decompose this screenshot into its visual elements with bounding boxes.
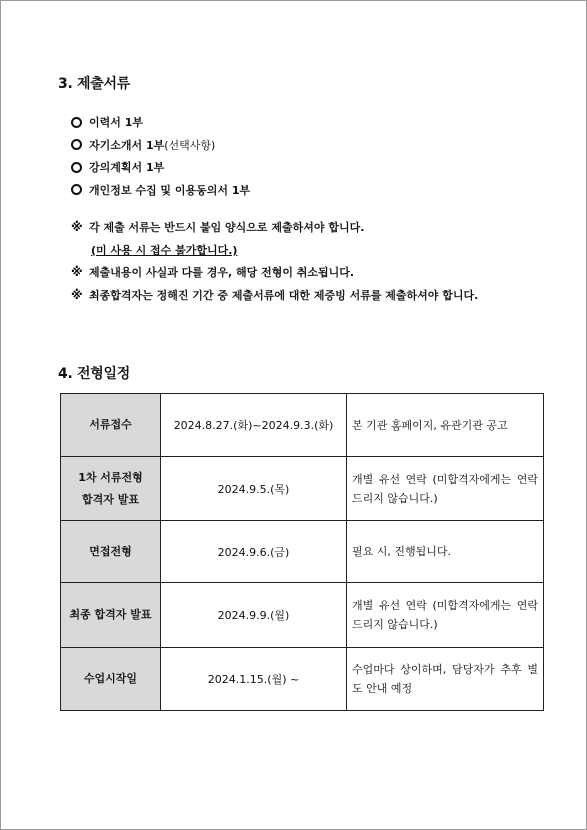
reference-mark-icon: ※: [71, 287, 83, 302]
row-label-line: 수업시작일: [83, 672, 138, 685]
circle-bullet-icon: [71, 117, 82, 128]
note-text: 각 제출 서류는 반드시 붙임 양식으로 제출하셔야 합니다.: [89, 221, 365, 235]
table-row: [61, 583, 544, 648]
note-item: [71, 239, 478, 262]
circle-bullet-icon: [71, 162, 82, 173]
table-row: [61, 457, 544, 521]
table-row-note: 개별 유선 연락 (미합격자에게는 연락드리지 않습니다.): [347, 457, 544, 521]
section-4-title: 4. 전형일정: [58, 366, 130, 382]
row-label-line: 합격자 발표: [82, 492, 139, 506]
row-label-line: 면접전형: [89, 544, 132, 558]
note-item: [71, 284, 478, 307]
row-label-line: 1차 서류전형: [78, 470, 143, 484]
table-row-date: 2024.9.6.(금): [161, 521, 347, 583]
note-item: [71, 261, 478, 284]
section-3-title: 3. 제출서류: [58, 76, 130, 92]
submission-document-list: [71, 111, 250, 201]
table-row-note: 수업마다 상이하며, 담당자가 추후 별도 안내 예정: [347, 648, 544, 711]
table-row-date: 2024.9.9.(월): [161, 583, 347, 648]
table-row: [61, 521, 544, 583]
document-label: 자기소개서 1부: [89, 138, 165, 152]
note-text: 제출내용이 사실과 다를 경우, 해당 전형이 취소됩니다.: [89, 266, 355, 280]
table-row-date: 2024.9.5.(목): [161, 457, 347, 521]
reference-mark-icon: ※: [71, 220, 83, 235]
table-row-label: [61, 583, 161, 648]
table-row: [61, 394, 544, 457]
table-row-note: 본 기관 홈페이지, 유관기관 공고: [347, 394, 544, 457]
note-text: 최종합격자는 정해진 기간 중 제출서류에 대한 제증빙 서류를 제출하셔야 합니다.: [89, 288, 479, 302]
row-label-line: 최종 합격자 발표: [69, 608, 152, 621]
table-row-note: 개별 유선 연락 (미합격자에게는 연락드리지 않습니다.): [347, 583, 544, 648]
table-row-date: 2024.8.27.(화)~2024.9.3.(화): [161, 394, 347, 457]
list-item: [71, 156, 250, 179]
row-label-line: 서류접수: [89, 418, 132, 431]
document-label: 개인정보 수집 및 이용동의서 1부: [89, 183, 251, 197]
table-row-label: [61, 648, 161, 711]
table-row: [61, 648, 544, 711]
table-row-date: 2024.1.15.(월) ~: [161, 648, 347, 711]
table-row-label: [61, 457, 161, 521]
circle-bullet-icon: [71, 184, 82, 195]
list-item: [71, 179, 250, 202]
schedule-table: [60, 393, 544, 711]
document-option: (선택사항): [164, 138, 216, 152]
list-item: [71, 134, 250, 157]
document-label: 강의계획서 1부: [89, 161, 165, 175]
table-row-label: [61, 521, 161, 583]
table-row-note: 필요 시, 진행됩니다.: [347, 521, 544, 583]
note-item: [71, 216, 478, 239]
circle-bullet-icon: [71, 139, 82, 150]
list-item: [71, 111, 250, 134]
note-subtext: (미 사용 시 접수 불가합니다.): [91, 243, 238, 257]
table-row-label: [61, 394, 161, 457]
reference-mark-icon: ※: [71, 265, 83, 280]
notes-block: [71, 216, 478, 306]
document-label: 이력서 1부: [89, 116, 143, 130]
